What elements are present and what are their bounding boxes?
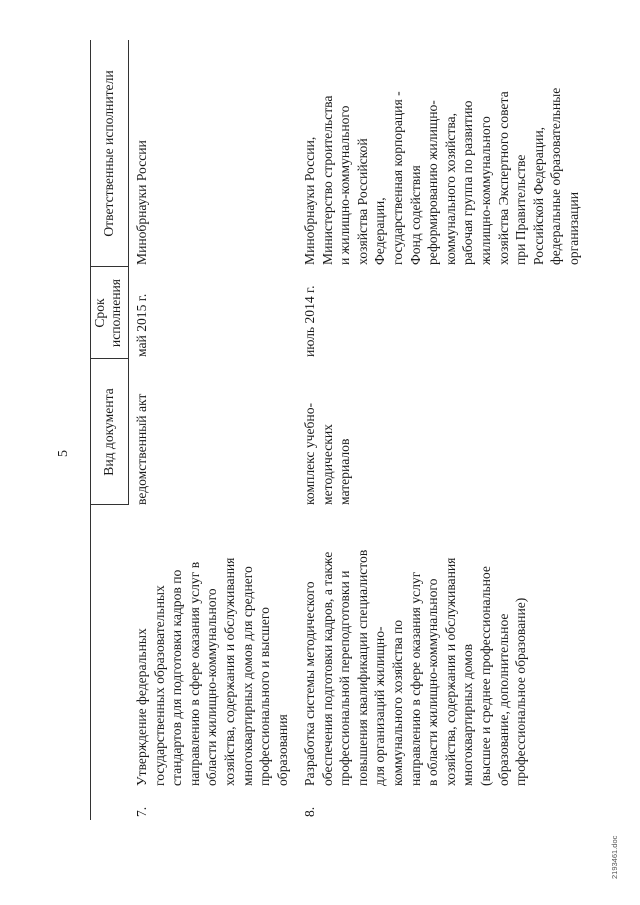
rotated-landscape-page: [20, 20, 620, 885]
deadline-text: май 2015 г.: [134, 293, 149, 357]
header-doc-type: Вид документа: [101, 388, 116, 476]
doc-type-text: ведомственный акт: [134, 393, 149, 505]
doc-type-text: комплекс учебно- методических материалов: [302, 402, 353, 505]
file-name-footer: 2193461.doc: [610, 835, 619, 879]
row-number: 7.: [134, 806, 149, 817]
activity-text: Утверждение федеральных государственных образовательных стандартов для подготовки кадров по направлению в сфере оказания услуг в области жилищно-коммунального хозяйства, содержания и обслуживания многоквартирных домов для среднего профессионального и высшего образования: [134, 557, 290, 786]
executors-text: Минобрнауки России: [134, 140, 149, 265]
activity-text: Разработка системы методического обеспечения подготовки кадров, а также профессиональной переподготовки и повышения квалификации специалистов для организаций жилищно- коммунального хозяйства по направлению в сфере оказания услуг в области жилищно-коммунального хозяйства, содержания и обслуживания многоквартирных домов (высшее и среднее профессиональное образование, дополнительное профессиональное образование): [302, 549, 529, 786]
deadline-text: июль 2014 г.: [302, 285, 317, 357]
row-number: 8.: [302, 806, 317, 817]
page-number: 5: [56, 450, 71, 457]
executors-text: Минобрнауки России, Министерство строительства и жилищно-коммунального хозяйства Российской Федерации, государственная корпорация - Фонд содействия реформированию жилищно- коммунального хозяйства, рабочая группа по развитию жилищно-коммунального хозяйства Экспертного совета при Правительстве Российской Федерации, федеральные образовательные организации: [302, 87, 581, 265]
header-deadline: Срок исполнения: [92, 278, 123, 348]
header-executors: Ответственные исполнители: [101, 70, 116, 237]
table-top-rule: [90, 40, 91, 820]
header-bottom-rule: [128, 40, 129, 505]
